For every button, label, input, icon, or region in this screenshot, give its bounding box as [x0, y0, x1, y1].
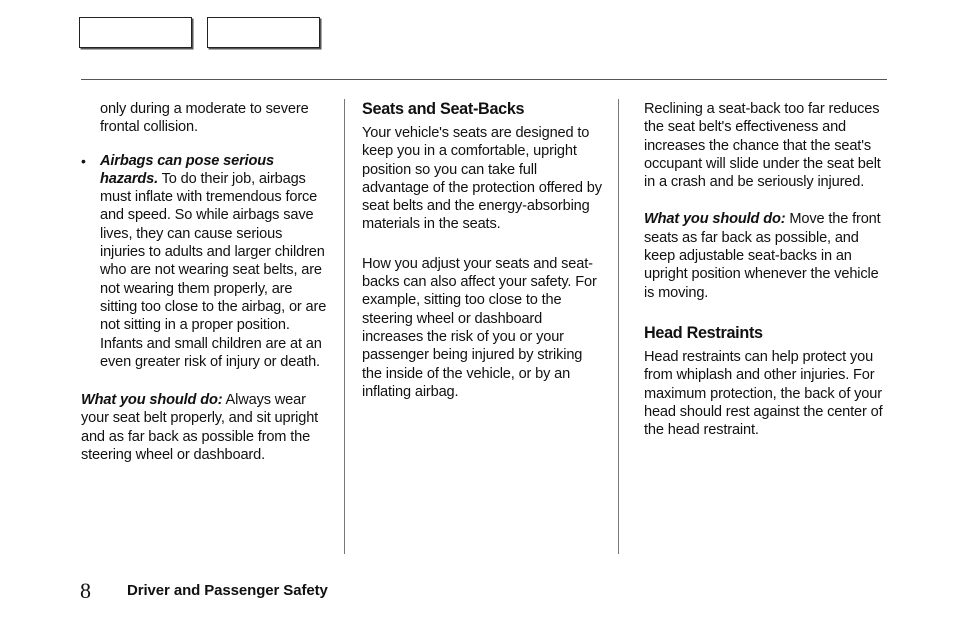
column-divider: [618, 99, 619, 554]
column-middle: [362, 100, 606, 401]
nav-tab-next[interactable]: [207, 17, 320, 48]
what-to-do-text: Move the front seats as far back as possible, and keep adjustable seat-backs in an upright position whenever the vehicle is moving.: [644, 211, 881, 301]
continued-paragraph: only during a moderate to severe frontal collision.: [100, 101, 309, 136]
what-to-do-paragraph: [81, 391, 331, 464]
what-to-do-label: What you should do:: [644, 211, 786, 228]
bullet-item: [81, 152, 331, 372]
body-paragraph: How you adjust your seats and seat-backs can also affect your safety. For example, sitting too close to the steering wheel or dashboard increases the risk of you or your passenger being injured by striking the inside of the vehicle, or by an inflating airbag.: [362, 255, 597, 400]
page-number: 8: [80, 578, 91, 603]
bullet-text: To do their job, airbags must inflate with tremendous force and speed. So while airbags save lives, they can cause serious injuries to adults and larger children who are not wearing seat belts, are not wearing them properly, are sitting too close to the airbag, or are not sitting in a proper position. Infants and small children are at an even greater risk of injury or death.: [100, 170, 327, 370]
body-paragraph: Your vehicle's seats are designed to keep you in a comfortable, upright position so you can take full advantage of the protection offered by seat belts and the energy-absorbing materials in the seats.: [362, 125, 602, 233]
nav-tab-previous[interactable]: [79, 17, 192, 48]
bullet-icon: •: [81, 152, 86, 169]
header-rule: [81, 79, 887, 80]
what-to-do-paragraph: [644, 210, 892, 301]
section-heading: Seats and Seat-Backs: [362, 100, 525, 118]
what-to-do-label: What you should do:: [81, 392, 223, 409]
section-heading: Head Restraints: [644, 323, 763, 342]
body-paragraph: Head restraints can help protect you from whiplash and other injuries. For maximum protection, the back of your head should rest against the center of the head restraint.: [644, 348, 883, 439]
body-paragraph: Reclining a seat-back too far reduces the seat belt's effectiveness and increases the chance that the seat's occupant will slide under the seat belt in a crash and be seriously injured.: [644, 101, 881, 191]
section-title: Driver and Passenger Safety: [127, 582, 328, 599]
bullet-emphasis: Airbags can pose serious hazards.: [100, 152, 275, 187]
column-left: [81, 100, 331, 464]
column-right: [644, 100, 892, 439]
what-to-do-text: Always wear your seat belt properly, and sit upright and as far back as possible from the steering wheel or dashboard.: [81, 392, 319, 464]
column-divider: [344, 99, 345, 554]
